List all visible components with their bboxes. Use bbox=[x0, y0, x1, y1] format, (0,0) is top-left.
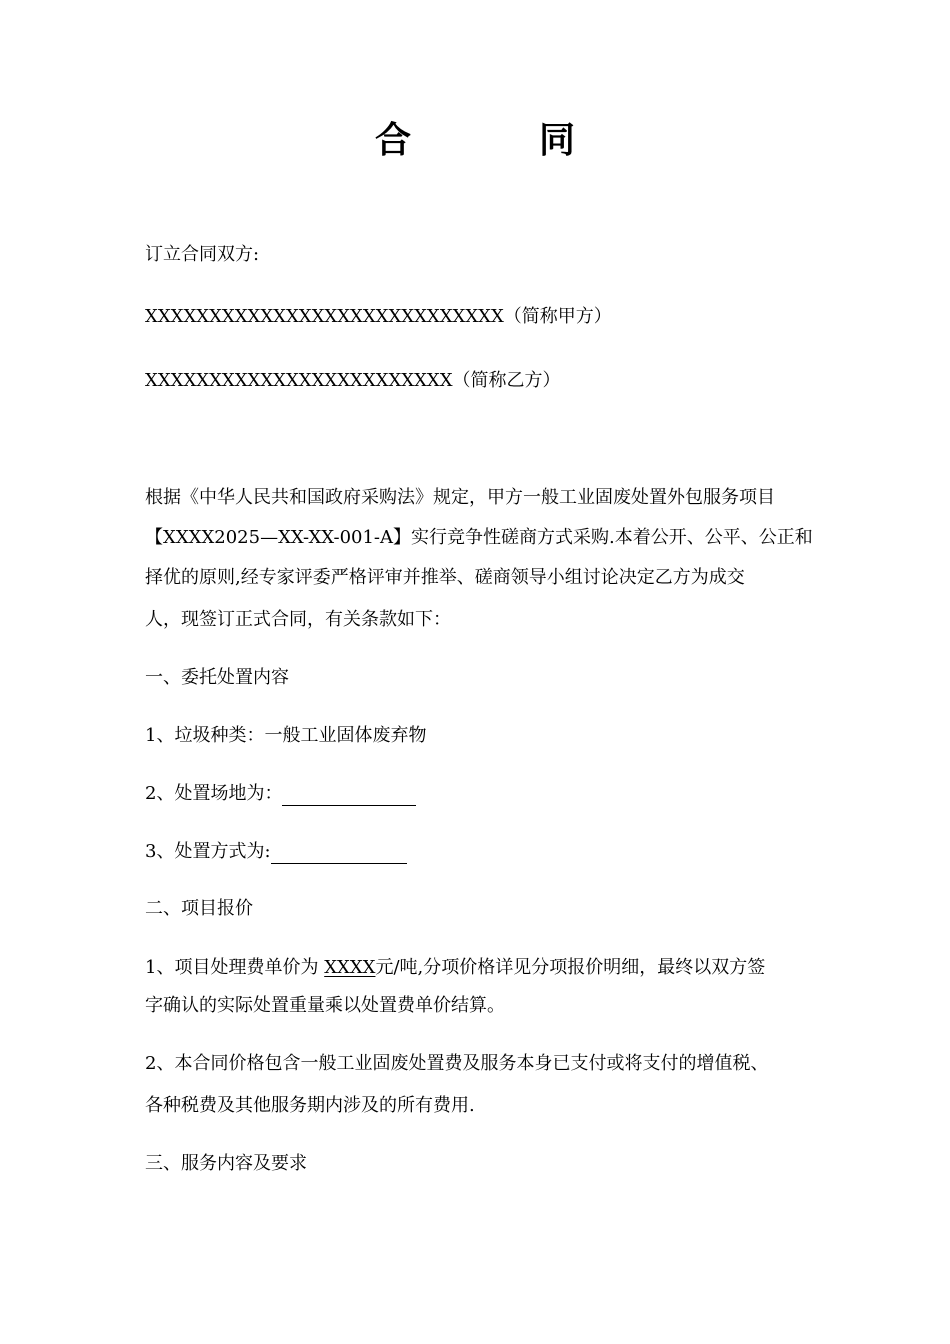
disposal-method-blank bbox=[271, 843, 407, 864]
section-2-item-1-line-2: 字确认的实际处置重量乘以处置费单价结算。 bbox=[145, 995, 505, 1016]
disposal-site-blank bbox=[282, 785, 416, 806]
section-2-item-2-line-1: 2、本合同价格包含一般工业固废处置费及服务本身已支付或将支付的增值税、 bbox=[145, 1053, 769, 1074]
preamble-line-3: 择优的原则,经专家评委严格评审并推举、磋商领导小组讨论决定乙方为成交 bbox=[145, 567, 745, 588]
document-title: 合 同 bbox=[374, 120, 621, 161]
unit-price-suffix: 元/吨,分项价格详见分项报价明细，最终以双方签 bbox=[375, 957, 766, 978]
preamble-line-1: 根据《中华人民共和国政府采购法》规定，甲方一般工业固废处置外包服务项目 bbox=[145, 487, 775, 508]
section-2-item-2-line-2: 各种税费及其他服务期内涉及的所有费用. bbox=[145, 1095, 475, 1116]
section-1-item-1: 1、垃圾种类：一般工业固体废弃物 bbox=[145, 725, 427, 746]
section-1-heading: 一、委托处置内容 bbox=[145, 667, 289, 688]
section-1-item-2 bbox=[145, 782, 825, 806]
parties-intro: 订立合同双方: bbox=[145, 244, 260, 265]
section-2-heading: 二、项目报价 bbox=[145, 898, 253, 919]
section-3-heading: 三、服务内容及要求 bbox=[145, 1153, 307, 1174]
unit-price-label: 1、项目处理费单价为 bbox=[145, 957, 325, 978]
section-1-item-3 bbox=[145, 840, 825, 864]
unit-price-value: XXXX bbox=[324, 957, 376, 978]
section-2-item-1 bbox=[145, 956, 825, 980]
disposal-site-label: 2、处置场地为： bbox=[145, 783, 283, 804]
party-a: XXXXXXXXXXXXXXXXXXXXXXXXXXXX（简称甲方） bbox=[145, 306, 612, 327]
preamble-line-2: 【XXXX2025—XX-XX-001-A】实行竞争性磋商方式采购.本着公开、公平、公正和 bbox=[145, 527, 813, 548]
party-b: XXXXXXXXXXXXXXXXXXXXXXXX（简称乙方） bbox=[145, 370, 561, 391]
preamble-line-4: 人，现签订正式合同，有关条款如下： bbox=[145, 609, 451, 630]
disposal-method-label: 3、处置方式为: bbox=[145, 841, 271, 862]
